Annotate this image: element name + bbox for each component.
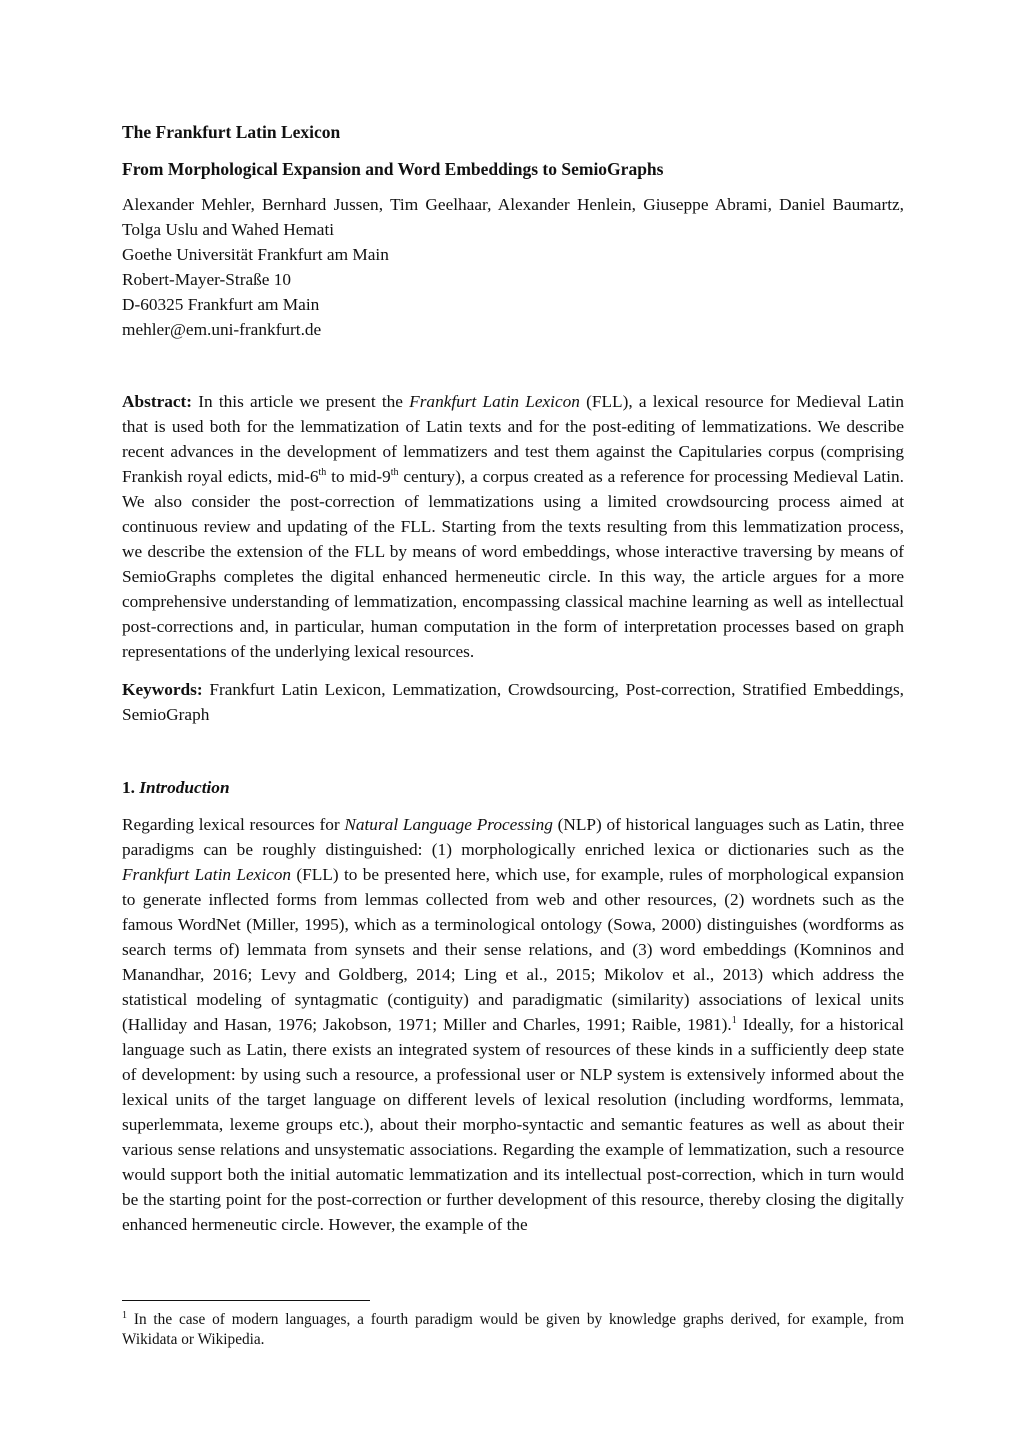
author-list: Alexander Mehler, Bernhard Jussen, Tim Geelhaar, Alexander Henlein, Giuseppe Abrami, Daniel Baumartz, Tolga Uslu and Wahed Hemati (122, 195, 904, 239)
abstract-text-4: century), a corpus created as a reference for processing Medieval Latin. We also consider the post-correction of lemmatizations using a limited crowdsourcing process aimed at continuous review and updating of the FLL. Starting from the texts resulting from this lemmatization process, we describe the extension of the FLL by means of word embeddings, whose interactive traversing by means of SemioGraphs completes the digital enhanced hermeneutic circle. In this way, the article argues for a more comprehensive understanding of lemmatization, encompassing classical machine learning as well as intellectual post-corrections and, in particular, human computation in the form of interpretation processes based on graph representations of the underlying lexical resources. (122, 467, 904, 661)
author-email: mehler@em.uni-frankfurt.de (122, 320, 322, 339)
paper-subtitle: From Morphological Expansion and Word Embeddings to SemioGraphs (122, 159, 664, 179)
affiliation-city: D-60325 Frankfurt am Main (122, 295, 320, 314)
abstract-text-2: (FLL), a lexical resource for Medieval Latin that is used both for the lemmatization of Latin texts and for the post-editing of lemmatizations. We describe recent advances in the development of lemmatizers and test them against the Capitularies corpus (comprising Frankish royal edicts, mid-6 (122, 392, 904, 486)
footnote-reference[interactable]: 1 (731, 1015, 737, 1027)
affiliation-institution: Goethe Universität Frankfurt am Main (122, 245, 389, 264)
intro-nlp-term: Natural Language Processing (344, 815, 553, 834)
keywords-text: Frankfurt Latin Lexicon, Lemmatization, Crowdsourcing, Post-correction, Stratified Embeddings, SemioGraph (122, 680, 904, 724)
intro-text-1: Regarding lexical resources for (122, 815, 345, 834)
abstract (122, 389, 904, 664)
affiliation-street: Robert-Mayer-Straße 10 (122, 270, 292, 289)
section-heading (122, 775, 904, 800)
footnote (122, 1310, 904, 1350)
footnote-marker: 1 (122, 1309, 127, 1321)
affiliation-block (122, 242, 904, 342)
paper-page (122, 120, 904, 1237)
abstract-label: Abstract: (122, 392, 193, 411)
keywords-label: Keywords: (122, 680, 203, 699)
abstract-fll-name: Frankfurt Latin Lexicon (409, 392, 580, 411)
abstract-text-1: In this article we present the (192, 392, 410, 411)
abstract-superscript-1: th (318, 467, 327, 479)
footnote-divider (122, 1300, 370, 1301)
keywords (122, 677, 904, 727)
section-title: Introduction (139, 778, 230, 797)
intro-text-4: Ideally, for a historical language such as Latin, there exists an integrated system of resources of these kinds in a sufficiently deep state of development: by using such a resource, a professional user or NLP system is extensively informed about the lexical units of the target language on different levels of lexical resolution (including wordforms, lemmata, superlemmata, lexeme groups etc.), about their morpho-syntactic and semantic features as well as about their various sense relations and unsystematic associations. Regarding the example of lemmatization, such a resource would support both the initial automatic lemmatization and its intellectual post-correction, which in turn would be the starting point for the post-correction or further development of this resource, thereby closing the digitally enhanced hermeneutic circle. However, the example of the (122, 1015, 904, 1234)
paper-title: The Frankfurt Latin Lexicon (122, 122, 341, 142)
abstract-superscript-2: th (390, 467, 399, 479)
footnote-text: In the case of modern languages, a fourth paradigm would be given by knowledge graphs derived, for example, from Wikidata or Wikipedia. (122, 1311, 904, 1348)
intro-text-2: (NLP) of historical languages such as Latin, three paradigms can be roughly distinguished: (1) morphologically enriched lexica or dictionaries such as the (122, 815, 905, 859)
intro-text-3: (FLL) to be presented here, which use, for example, rules of morphological expansion to generate inflected forms from lemmas collected from web and other resources, (2) wordnets such as the famous WordNet (Miller, 1995), which as a terminological ontology (Sowa, 2000) distinguishes (wordforms as search terms of) lemmata from synsets and their sense relations, and (3) word embeddings (Komninos and Manandhar, 2016; Levy and Goldberg, 2014; Ling et al., 2015; Mikolov et al., 2013) which address the statistical modeling of syntagmatic (contiguity) and paradigmatic (similarity) associations of lexical units (Halliday and Hasan, 1976; Jakobson, 1971; Miller and Charles, 1991; Raible, 1981). (122, 865, 905, 1034)
section-number: 1. (122, 778, 140, 797)
intro-fll-term: Frankfurt Latin Lexicon (122, 865, 292, 884)
intro-paragraph (122, 812, 904, 1237)
abstract-text-3: to mid-9 (326, 467, 391, 486)
